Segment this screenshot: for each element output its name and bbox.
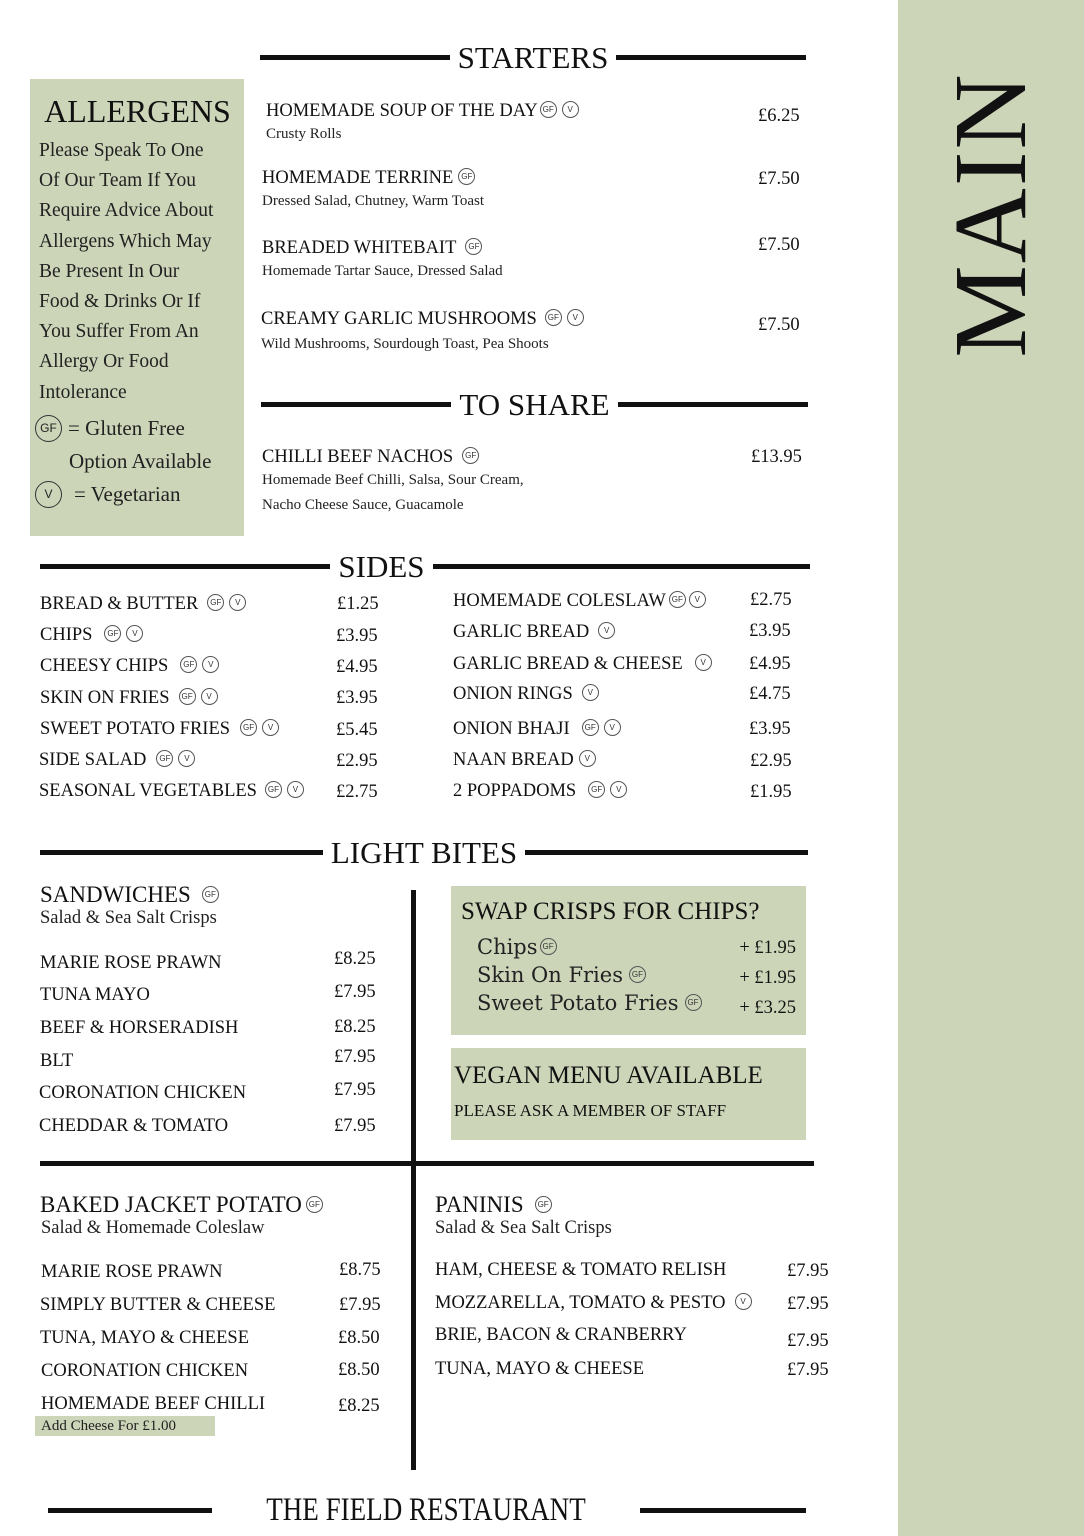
- footer-restaurant-name: [48, 1494, 806, 1527]
- legend-gf-label: = Gluten Free: [68, 415, 185, 440]
- vegetarian-icon: V: [604, 719, 621, 736]
- item-price: £7.95: [787, 1294, 829, 1314]
- gluten-free-icon: GF: [265, 781, 282, 798]
- item-description: Homemade Tartar Sauce, Dressed Salad: [262, 263, 503, 279]
- item-price: £2.95: [750, 751, 792, 771]
- jacket-item: SIMPLY BUTTER & CHEESE: [40, 1295, 276, 1315]
- vegetarian-icon: V: [229, 594, 246, 611]
- vegetarian-icon: V: [598, 622, 615, 639]
- gluten-free-icon: GF: [535, 1196, 552, 1213]
- item-price: £8.25: [338, 1396, 380, 1416]
- gluten-free-icon: GF: [669, 591, 686, 608]
- item-name: GARLIC BREAD: [453, 622, 590, 642]
- vegetarian-icon: V: [287, 781, 304, 798]
- gluten-free-icon: GF: [104, 625, 121, 642]
- item-price: £7.50: [758, 169, 800, 189]
- gluten-free-icon: GF: [685, 994, 702, 1011]
- divider-rule: [260, 55, 450, 60]
- item-description-2: Nacho Cheese Sauce, Guacamole: [262, 497, 464, 513]
- item-name-row: [262, 447, 524, 468]
- item-name: BREADED WHITEBAIT: [262, 238, 457, 258]
- paninis-subtitle: Salad & Sea Salt Crisps: [435, 1218, 612, 1238]
- divider-rule: [616, 55, 806, 60]
- menu-item: [262, 238, 503, 284]
- item-name: SWEET POTATO FRIES: [40, 719, 231, 739]
- item-name: SEASONAL VEGETABLES: [39, 781, 257, 801]
- item-price: £7.50: [758, 235, 800, 255]
- item-name: ONION BHAJI: [453, 719, 570, 739]
- item-price: £8.25: [334, 1017, 376, 1037]
- item-price: £7.95: [339, 1295, 381, 1315]
- item-price: £6.25: [758, 106, 800, 126]
- swap-item: [477, 963, 646, 987]
- swap-item: [477, 935, 557, 959]
- item-name: HOMEMADE SOUP OF THE DAY: [266, 101, 538, 121]
- vegetarian-icon: V: [579, 750, 596, 767]
- gluten-free-icon: GF: [35, 415, 62, 442]
- item-price: £4.95: [749, 654, 791, 674]
- item-name: CHILLI BEEF NACHOS: [262, 447, 454, 467]
- vegetarian-icon: V: [35, 481, 62, 508]
- group-title-text: BAKED JACKET POTATO: [40, 1192, 302, 1217]
- item-price: £1.25: [337, 594, 379, 614]
- side-item: [453, 654, 712, 675]
- allergens-line: Food & Drinks Or If: [39, 291, 201, 313]
- side-item: [39, 781, 304, 802]
- section-title: SIDES: [338, 549, 425, 584]
- item-price: £8.50: [338, 1328, 380, 1348]
- vegan-subtitle: PLEASE ASK A MEMBER OF STAFF: [454, 1101, 727, 1120]
- side-item: [453, 622, 615, 643]
- item-price: £5.45: [336, 720, 378, 740]
- divider-rule: [40, 564, 330, 569]
- swap-crisps-panel: [451, 886, 806, 1035]
- divider-rule: [640, 1508, 806, 1513]
- item-name: SIDE SALAD: [39, 750, 147, 770]
- jacket-item: MARIE ROSE PRAWN: [41, 1262, 223, 1282]
- item-description: Crusty Rolls: [266, 126, 342, 142]
- swap-item: [477, 991, 702, 1015]
- divider-rule: [525, 850, 808, 855]
- item-price: £7.95: [334, 1047, 376, 1067]
- panini-item: [435, 1293, 752, 1314]
- allergens-panel: [30, 79, 244, 536]
- group-title-text: SANDWICHES: [40, 882, 191, 907]
- jacket-item: CORONATION CHICKEN: [41, 1361, 249, 1381]
- legend-gluten-free-line2: [39, 445, 236, 478]
- item-price: £3.95: [749, 719, 791, 739]
- item-name: CHEESY CHIPS: [40, 656, 169, 676]
- vegetarian-icon: V: [201, 688, 218, 705]
- panini-item: TUNA, MAYO & CHEESE: [435, 1359, 644, 1379]
- vegetarian-icon: V: [262, 719, 279, 736]
- item-price: £3.95: [749, 621, 791, 641]
- gluten-free-icon: GF: [202, 886, 219, 903]
- gluten-free-icon: GF: [629, 966, 646, 983]
- vegan-title: VEGAN MENU AVAILABLE: [454, 1062, 763, 1089]
- side-item: [453, 750, 596, 771]
- item-price: £1.95: [750, 782, 792, 802]
- gluten-free-icon: GF: [540, 938, 557, 955]
- allergens-line: You Suffer From An: [39, 321, 199, 343]
- item-price: £7.95: [334, 1080, 376, 1100]
- item-price: £7.50: [758, 315, 800, 335]
- gluten-free-icon: GF: [458, 168, 475, 185]
- to-share-heading: [261, 389, 808, 420]
- allergens-line: Of Our Team If You: [39, 170, 196, 192]
- gluten-free-icon: GF: [545, 309, 562, 326]
- sandwich-item: CHEDDAR & TOMATO: [39, 1116, 229, 1136]
- allergens-line: Intolerance: [39, 381, 127, 403]
- legend-gluten-free: [39, 412, 236, 445]
- jacket-item: HOMEMADE BEEF CHILLI: [41, 1394, 266, 1414]
- gluten-free-icon: GF: [588, 781, 605, 798]
- item-name-row: [266, 101, 579, 122]
- vegetarian-icon: V: [126, 625, 143, 642]
- item-price: £7.95: [334, 1116, 376, 1136]
- swap-item-name: Sweet Potato Fries: [477, 991, 679, 1015]
- side-item: [39, 750, 195, 771]
- menu-item: [266, 101, 579, 147]
- side-item: [453, 684, 599, 705]
- vertical-divider: [411, 890, 416, 1470]
- item-price: £4.95: [336, 657, 378, 677]
- sides-heading: [40, 551, 810, 582]
- section-title: STARTERS: [457, 40, 609, 75]
- item-name: CREAMY GARLIC MUSHROOMS: [261, 309, 537, 329]
- swap-item-price: + £1.95: [739, 938, 796, 958]
- item-price: £7.95: [787, 1331, 829, 1351]
- item-price: £8.25: [334, 949, 376, 969]
- paninis-title: [435, 1192, 552, 1218]
- swap-item-price: + £1.95: [739, 968, 796, 988]
- legend-vegetarian: [39, 478, 236, 511]
- jacket-item: TUNA, MAYO & CHEESE: [40, 1328, 249, 1348]
- divider-rule: [40, 850, 323, 855]
- vegetarian-icon: V: [567, 309, 584, 326]
- sandwich-item: CORONATION CHICKEN: [39, 1083, 247, 1103]
- menu-item: [262, 168, 484, 214]
- swap-title: SWAP CRISPS FOR CHIPS?: [461, 898, 760, 925]
- allergens-line: Allergy Or Food: [39, 351, 169, 373]
- item-price: £8.75: [339, 1260, 381, 1280]
- item-price: £4.75: [749, 684, 791, 704]
- gluten-free-icon: GF: [540, 101, 557, 118]
- panini-item: HAM, CHEESE & TOMATO RELISH: [435, 1260, 727, 1280]
- item-name: GARLIC BREAD & CHEESE: [453, 654, 683, 674]
- item-name: CHIPS: [40, 625, 93, 645]
- jacket-subtitle: Salad & Homemade Coleslaw: [41, 1218, 265, 1238]
- side-item: [40, 594, 246, 615]
- item-name: HOMEMADE TERRINE: [262, 168, 454, 188]
- vegetarian-icon: V: [610, 781, 627, 798]
- jacket-potato-title: [40, 1192, 323, 1218]
- swap-item-name: Chips: [477, 935, 538, 959]
- allergens-line: Be Present In Our: [39, 260, 180, 282]
- side-item: [453, 591, 706, 612]
- sandwich-item: BLT: [40, 1051, 74, 1071]
- gluten-free-icon: GF: [207, 594, 224, 611]
- starters-heading: [260, 42, 806, 73]
- section-title: TO SHARE: [459, 387, 610, 422]
- gluten-free-icon: GF: [465, 238, 482, 255]
- vegetarian-icon: V: [582, 684, 599, 701]
- vegetarian-icon: V: [695, 654, 712, 671]
- side-item: [40, 688, 218, 709]
- gluten-free-icon: GF: [156, 750, 173, 767]
- item-name: BREAD & BUTTER: [40, 594, 199, 614]
- divider-rule: [618, 402, 808, 407]
- item-description: Homemade Beef Chilli, Salsa, Sour Cream,: [262, 472, 524, 488]
- sandwich-item: TUNA MAYO: [40, 985, 150, 1005]
- swap-item-name: Skin On Fries: [477, 963, 623, 987]
- section-title: LIGHT BITES: [330, 835, 518, 870]
- item-price: £2.75: [336, 782, 378, 802]
- divider-rule: [433, 564, 810, 569]
- item-name-row: [262, 168, 484, 189]
- side-item: [453, 781, 627, 802]
- gluten-free-icon: GF: [180, 656, 197, 673]
- gluten-free-icon: GF: [462, 447, 479, 464]
- item-price: £7.95: [787, 1360, 829, 1380]
- menu-title-vertical: [898, 60, 1084, 370]
- vegetarian-icon: V: [202, 656, 219, 673]
- item-name: NAAN BREAD: [453, 750, 574, 770]
- item-name: HOMEMADE COLESLAW: [453, 591, 666, 611]
- side-item: [453, 719, 621, 740]
- legend-gf-label-2: Option Available: [69, 448, 212, 473]
- item-name: MOZZARELLA, TOMATO & PESTO: [435, 1293, 726, 1313]
- add-cheese-note: Add Cheese For £1.00: [35, 1416, 215, 1436]
- divider-rule: [48, 1508, 212, 1513]
- item-name-row: [262, 238, 503, 259]
- menu-title-text: MAIN: [933, 72, 1048, 358]
- item-name: SKIN ON FRIES: [40, 688, 170, 708]
- sandwiches-subtitle: Salad & Sea Salt Crisps: [40, 908, 217, 928]
- item-price: £3.95: [336, 626, 378, 646]
- allergens-notice: [39, 136, 236, 408]
- divider-rule: [261, 402, 451, 407]
- allergens-line: Require Advice About: [39, 200, 214, 222]
- item-price: £2.95: [336, 751, 378, 771]
- swap-item-price: + £3.25: [739, 998, 796, 1018]
- vegan-menu-panel: [451, 1048, 806, 1140]
- item-price: £7.95: [334, 982, 376, 1002]
- side-item: [40, 625, 143, 646]
- restaurant-name: THE FIELD RESTAURANT: [266, 1492, 586, 1528]
- item-price: £3.95: [336, 688, 378, 708]
- item-price: £13.95: [751, 447, 802, 467]
- item-price: £7.95: [787, 1261, 829, 1281]
- horizontal-divider: [40, 1161, 814, 1166]
- legend-v-label: = Vegetarian: [74, 481, 181, 506]
- gluten-free-icon: GF: [179, 688, 196, 705]
- allergens-title: ALLERGENS: [44, 93, 231, 129]
- sandwich-item: BEEF & HORSERADISH: [40, 1018, 239, 1038]
- allergens-line: Please Speak To One: [39, 140, 204, 161]
- sandwich-item: MARIE ROSE PRAWN: [40, 953, 222, 973]
- vegetarian-icon: V: [562, 101, 579, 118]
- menu-item: [261, 309, 584, 357]
- item-name-row: [261, 309, 584, 330]
- side-item: [40, 719, 279, 740]
- vegetarian-icon: V: [689, 591, 706, 608]
- item-price: £8.50: [338, 1360, 380, 1380]
- panini-item: BRIE, BACON & CRANBERRY: [435, 1325, 687, 1345]
- item-description: Wild Mushrooms, Sourdough Toast, Pea Shoots: [261, 336, 549, 352]
- menu-item: [262, 447, 524, 518]
- gluten-free-icon: GF: [240, 719, 257, 736]
- item-price: £2.75: [750, 590, 792, 610]
- vegetarian-icon: V: [735, 1293, 752, 1310]
- allergens-line: Allergens Which May: [39, 230, 212, 252]
- group-title-text: PANINIS: [435, 1192, 524, 1217]
- item-description: Dressed Salad, Chutney, Warm Toast: [262, 193, 485, 209]
- vegetarian-icon: V: [178, 750, 195, 767]
- side-item: [40, 656, 219, 677]
- gluten-free-icon: GF: [582, 719, 599, 736]
- gluten-free-icon: GF: [306, 1196, 323, 1213]
- sandwiches-title: [40, 882, 219, 908]
- item-name: ONION RINGS: [453, 684, 573, 704]
- item-name: 2 POPPADOMS: [453, 781, 577, 801]
- light-bites-heading: [40, 837, 808, 868]
